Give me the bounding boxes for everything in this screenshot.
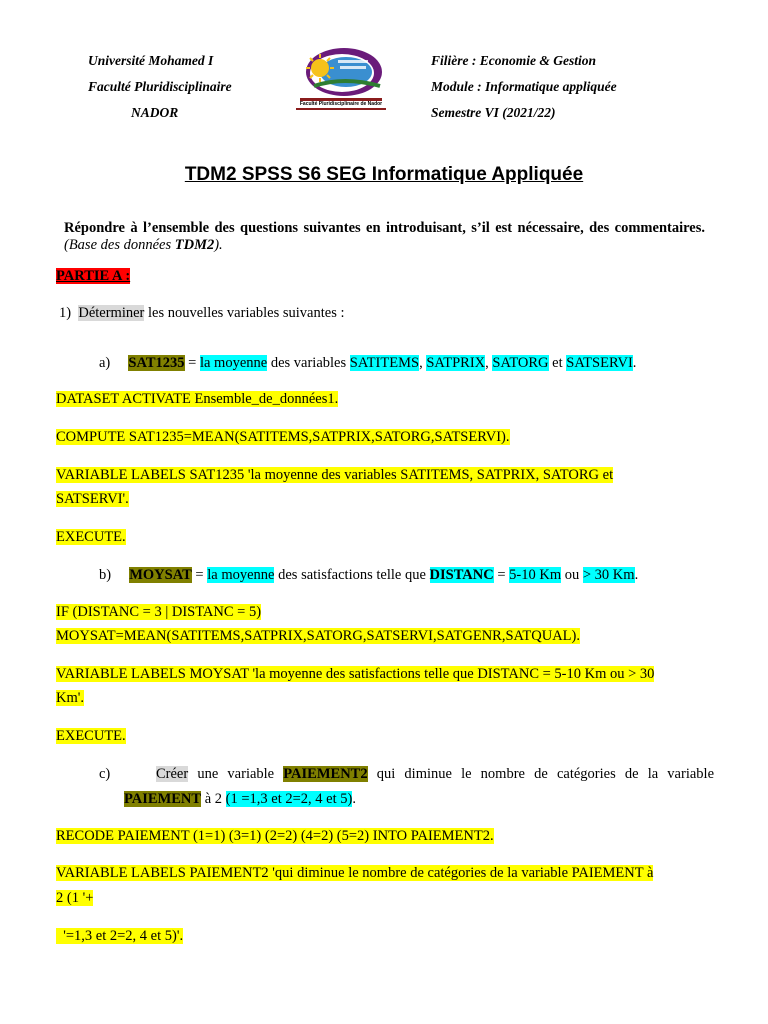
university-name: Université Mohamed I (88, 53, 214, 68)
intro-text: Répondre à l’ensemble des questions suivantes en introduisant, s’il est nécessaire, des commentaires. (64, 220, 705, 236)
section-heading: PARTIE A : (56, 268, 131, 284)
question-c-cont: PAIEMENT à 2 (1 =1,3 et 2=2, 4 et 5). (124, 791, 356, 807)
code-line: EXECUTE. (56, 529, 126, 545)
faculty-name: Faculté Pluridisciplinaire (88, 79, 232, 94)
code-line: Km'. (56, 690, 84, 706)
question-b: b) MOYSAT = la moyenne des satisfactions telle que DISTANC = 5-10 Km ou > 30 Km. (99, 567, 639, 583)
code-line: DATASET ACTIVATE Ensemble_de_données1. (56, 391, 339, 407)
code-line: '=1,3 et 2=2, 4 et 5)'. (56, 928, 184, 944)
question-1: 1) Déterminer les nouvelles variables suivantes : (59, 305, 345, 321)
module-label: Module : Informatique appliquée (431, 79, 617, 94)
code-line: EXECUTE. (56, 728, 126, 744)
code-line: SATSERVI'. (56, 491, 129, 507)
code-line: 2 (1 '+ (56, 890, 94, 906)
city-name: NADOR (131, 105, 179, 120)
filiere-label: Filière : Economie & Gestion (431, 53, 596, 68)
faculty-logo (294, 42, 386, 118)
code-line: MOYSAT=MEAN(SATITEMS,SATPRIX,SATORG,SATSERVI,SATGENR,SATQUAL). (56, 628, 580, 644)
question-c: c) Créer une variable PAIEMENT2 qui diminue le nombre de catégories de la variable (99, 766, 715, 782)
code-line: IF (DISTANC = 3 | DISTANC = 5) (56, 604, 262, 620)
code-line: VARIABLE LABELS MOYSAT 'la moyenne des satisfactions telle que DISTANC = 5-10 Km ou > 30 (56, 666, 655, 682)
code-line: VARIABLE LABELS PAIEMENT2 'qui diminue le nombre de catégories de la variable PAIEMENT à (56, 865, 654, 881)
code-line: RECODE PAIEMENT (1=1) (3=1) (2=2) (4=2) (5=2) INTO PAIEMENT2. (56, 828, 494, 844)
semester-label: Semestre VI (2021/22) (431, 105, 556, 120)
intro-paragraph (64, 220, 705, 254)
question-a: a) SAT1235 = la moyenne des variables SATITEMS, SATPRIX, SATORG et SATSERVI. (99, 355, 637, 371)
code-line: COMPUTE SAT1235=MEAN(SATITEMS,SATPRIX,SATORG,SATSERVI). (56, 429, 510, 445)
logo-text: Faculté Pluridisciplinaire de Nador (299, 101, 383, 107)
code-line: VARIABLE LABELS SAT1235 'la moyenne des variables SATITEMS, SATPRIX, SATORG et (56, 467, 614, 483)
page-title: TDM2 SPSS S6 SEG Informatique Appliquée (184, 164, 584, 185)
base-ref: (Base des données TDM2). (64, 237, 223, 253)
